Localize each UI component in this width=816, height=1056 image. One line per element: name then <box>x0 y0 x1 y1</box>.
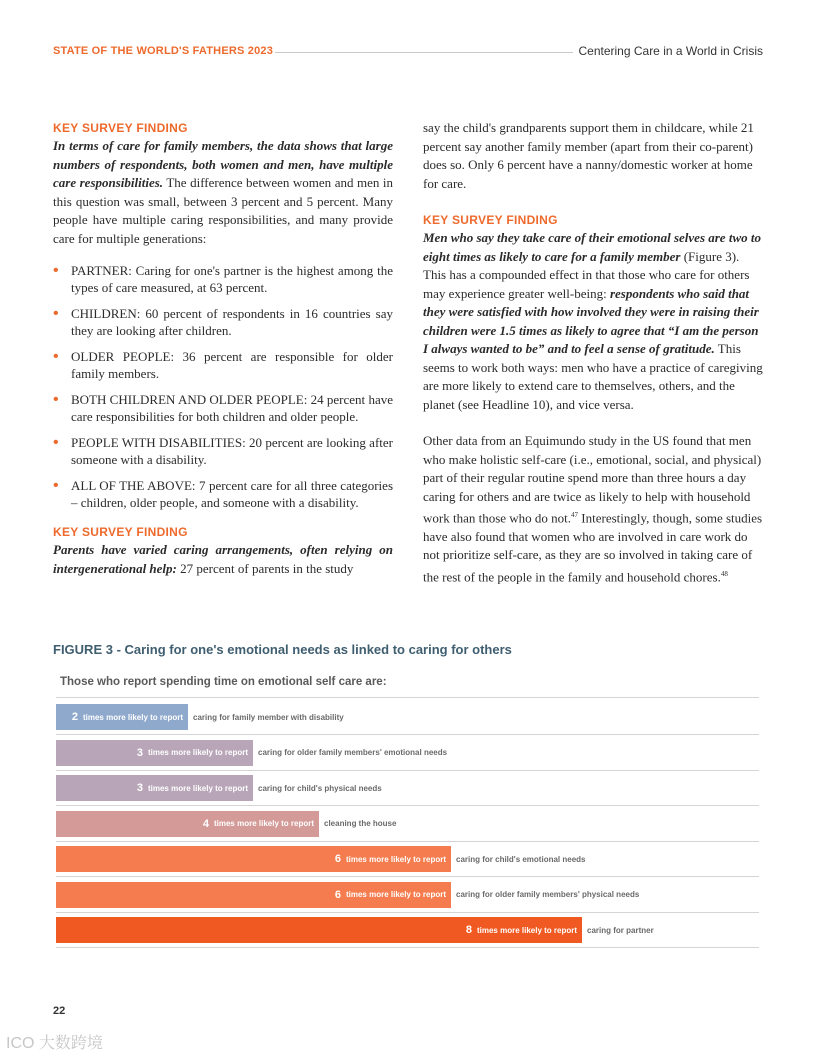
chart-rule <box>56 876 759 877</box>
bar-value-label: 6 <box>334 888 341 901</box>
chart-bar <box>56 917 582 943</box>
bar-value-label: 2 <box>71 711 78 723</box>
bar-category-label: caring for older family members' physical needs <box>456 890 640 899</box>
bar-suffix-label: times more likely to report <box>82 712 183 722</box>
list-item-text: CHILDREN: 60 percent of respondents in 16 countries say they are looking after children. <box>71 306 393 338</box>
header-rule <box>275 52 573 53</box>
chart-rule <box>56 947 759 948</box>
paragraph-gap <box>423 414 763 432</box>
chart-bar <box>56 775 253 801</box>
body-text: Other data from an Equimundo study in the US found that men who make holistic self-care (i.e., emotional, social, and physical) part of their regular routine spend more than three hours a day caring for others and are twice as likely to help with household work than those who do not. <box>423 433 762 526</box>
list-item <box>53 391 393 425</box>
bullet-icon: • <box>53 262 59 279</box>
list-item <box>53 477 393 511</box>
figure-title: FIGURE 3 - Caring for one's emotional needs as linked to caring for others <box>53 642 512 657</box>
list-item <box>53 305 393 339</box>
finding-lead: Parents have varied caring arrangements, often relying on intergenerational help: <box>53 542 393 576</box>
chart-bar <box>56 882 451 908</box>
finding-lead: In terms of care for family members, the data shows that large numbers of respondents, both women and men, have multiple care responsibilities. <box>53 138 393 190</box>
bar-suffix-label: times more likely to report <box>147 748 248 757</box>
finding-body: This seems to work both ways: men who have a practice of caregiving are more likely to extend care to themselves, others, and the planet (see Headline 10), and vice versa. <box>423 341 763 412</box>
chart-rule <box>56 841 759 842</box>
key-finding-label: KEY SURVEY FINDING <box>423 213 558 227</box>
page-header <box>53 44 763 60</box>
bar-value-label: 3 <box>136 746 143 759</box>
bar-category-label: caring for older family members' emotional needs <box>258 748 448 757</box>
list-item <box>53 434 393 468</box>
bar-value-label: 6 <box>334 853 341 865</box>
list-item-text: ALL OF THE ABOVE: 7 percent care for all three categories – children, older people, and someone with a disability. <box>71 478 393 510</box>
bar-category-label: cleaning the house <box>324 819 397 828</box>
list-item-text: BOTH CHILDREN AND OLDER PEOPLE: 24 percent have care responsibilities for both children and older people. <box>71 392 393 424</box>
finding-paragraph <box>53 541 393 578</box>
bar-category-label: caring for family member with disability <box>193 712 344 722</box>
finding-lead: Men who say they take care of their emotional selves are two to eight times as likely to care for a family member <box>423 230 761 264</box>
chart-rule <box>56 697 759 698</box>
bullet-icon: • <box>53 348 59 365</box>
chart-bar <box>56 846 451 872</box>
footnote-ref[interactable]: 48 <box>720 569 728 578</box>
list-item-text: OLDER PEOPLE: 36 percent are responsible for older family members. <box>71 349 393 381</box>
chart-bar <box>56 811 319 837</box>
body-paragraph <box>423 432 763 587</box>
list-item-text: PEOPLE WITH DISABILITIES: 20 percent are looking after someone with a disability. <box>71 435 393 467</box>
key-finding-label: KEY SURVEY FINDING <box>53 121 188 135</box>
bar-suffix-label: times more likely to report <box>213 819 314 828</box>
bullet-icon: • <box>53 391 59 408</box>
bar-category-label: caring for child's physical needs <box>258 783 382 793</box>
chart-rule <box>56 912 759 913</box>
list-item-text: PARTNER: Caring for one's partner is the highest among the types of care measured, at 63 percent. <box>71 263 393 295</box>
bar-category-label: caring for child's emotional needs <box>456 854 586 864</box>
bar-suffix-label: times more likely to report <box>345 854 446 864</box>
bar-suffix-label: times more likely to report <box>476 925 577 935</box>
finding-body: (Figure 3). This has a compounded effect in that those who care for others may experience greater well-being: <box>423 248 750 301</box>
bar-value-label: 4 <box>202 817 209 830</box>
watermark-logo: ICO 大数跨境 <box>6 1035 103 1052</box>
right-column <box>423 119 763 587</box>
chart-rule <box>56 734 759 735</box>
chart-bar <box>56 704 188 730</box>
finding-paragraph <box>53 137 393 248</box>
bullet-icon: • <box>53 434 59 451</box>
key-finding-label: KEY SURVEY FINDING <box>53 525 188 539</box>
chart-bar <box>56 740 253 766</box>
bar-category-label: caring for partner <box>587 925 654 935</box>
finding-emphasis: respondents who said that they were satisfied with how involved they were in raising their children were 1.5 times as likely to agree that “I am the person I always wanted to be” and to feel a sense of gratitude. <box>423 285 759 356</box>
list-item <box>53 262 393 296</box>
report-subtitle: Centering Care in a World in Crisis <box>578 44 763 58</box>
left-column <box>53 119 393 578</box>
bar-suffix-label: times more likely to report <box>147 783 248 793</box>
page-number: 22 <box>53 1005 66 1017</box>
bar-chart <box>56 697 759 947</box>
bullet-icon: • <box>53 477 59 494</box>
chart-subtitle: Those who report spending time on emotional self care are: <box>60 676 387 688</box>
report-title: STATE OF THE WORLD'S FATHERS 2023 <box>53 45 274 57</box>
chart-rule <box>56 805 759 806</box>
chart-rule <box>56 770 759 771</box>
finding-paragraph <box>423 229 763 414</box>
continued-paragraph: say the child's grandparents support them in childcare, while 21 percent say another family member (apart from their co-parent) does so. Only 6 percent have a nanny/domestic worker at home for care. <box>423 120 754 191</box>
paragraph-gap <box>423 193 763 211</box>
finding-body: 27 percent of parents in the study <box>176 560 354 576</box>
finding-body: The difference between women and men in this question was small, between 3 percent and 5 percent. Many people have multiple caring responsibilities, and many provide care for multiple generations: <box>53 175 394 246</box>
bar-suffix-label: times more likely to report <box>345 890 446 899</box>
list-item <box>53 348 393 382</box>
footnote-ref[interactable]: 47 <box>571 511 579 519</box>
bullet-icon: • <box>53 305 59 322</box>
care-categories-list <box>53 262 393 511</box>
body-text: Interestingly, though, some studies have also found that women who are involved in care work do not prioritize self-care, as they are so involved in taking care of the rest of the people in the family and household chores. <box>423 510 763 585</box>
bar-value-label: 8 <box>465 924 472 936</box>
bar-value-label: 3 <box>136 782 143 794</box>
